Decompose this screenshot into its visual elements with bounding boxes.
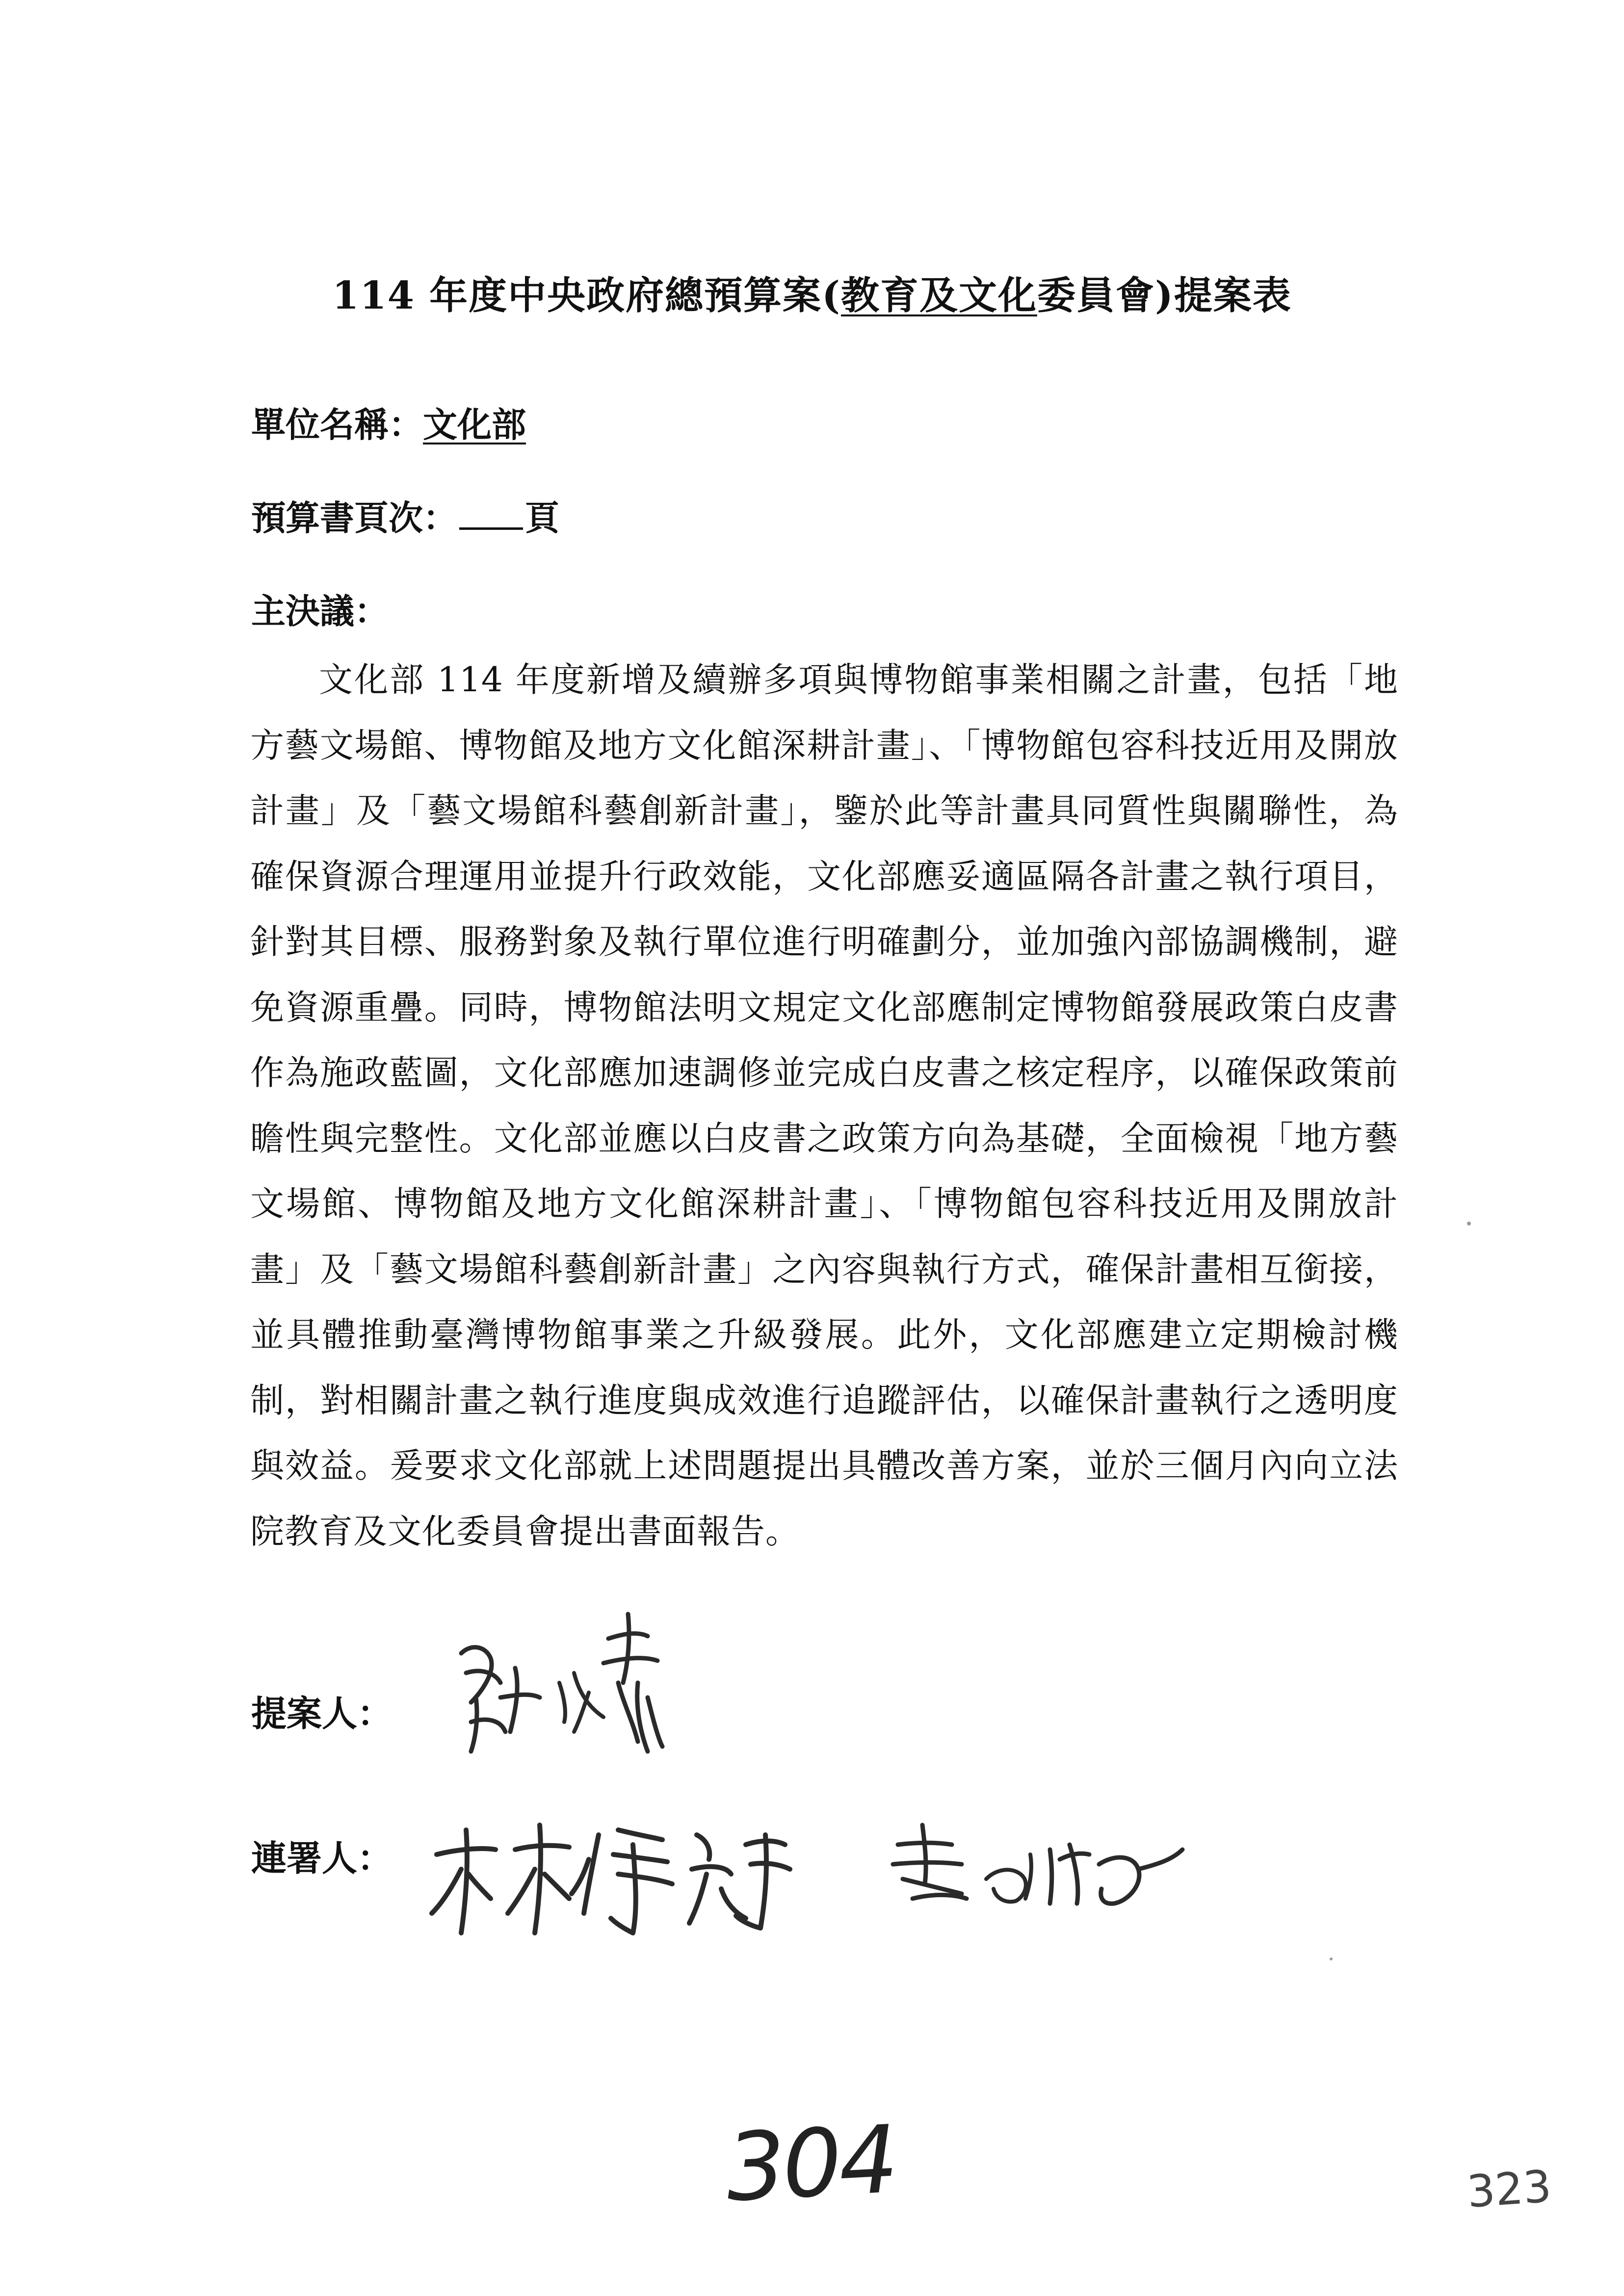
document-title <box>0 265 1624 320</box>
cosigner-label: 連署人： <box>251 1837 393 1879</box>
page-stamp-number: 304 <box>723 2105 898 2222</box>
budget-page-blank <box>459 527 523 530</box>
proposer-label: 提案人： <box>251 1693 393 1734</box>
unit-name-value: 文化部 <box>423 404 526 445</box>
unit-name-field <box>251 397 526 447</box>
unit-name-label: 單位名稱： <box>251 404 423 445</box>
budget-page-field <box>251 491 559 540</box>
title-committee: 教育及文化 <box>840 273 1037 318</box>
resolution-text: 文化部 114 年度新增及續辦多項與博物館事業相關之計畫，包括「地方藝文場館、博物館及地方文化館深耕計畫」、「博物館包容科技近用及開放計畫」及「藝文場館科藝創新計畫」，鑒於此等計畫具同質性與關聯性，為確保資源合理運用並提升行政效能，文化部應妥適區隔各計畫之執行項目，針對其目標、服務對象及執行單位進行明確劃分，並加強內部協調機制，避免資源重疊。同時，博物館法明文規定文化部應制定博物館發展政策白皮書作為施政藍圖，文化部應加速調修並完成白皮書之核定程序，以確保政策前瞻性與完整性。文化部並應以白皮書之政策方向為基礎，全面檢視「地方藝文場館、博物館及地方文化館深耕計畫」、「博物館包容科技近用及開放計畫」及「藝文場館科藝創新計畫」之內容與執行方式，確保計畫相互銜接，並具體推動臺灣博物館事業之升級發展。此外，文化部應建立定期檢討機制，對相關計畫之執行進度與成效進行追蹤評估，以確保計畫執行之透明度與效益。爰要求文化部就上述問題提出具體改善方案，並於三個月內向立法院教育及文化委員會提出書面報告。 <box>250 660 1398 1551</box>
scan-speck <box>1330 1957 1333 1960</box>
cosigner-signature-1 <box>422 1815 824 1943</box>
title-prefix: 114 年度中央政府總預算案( <box>332 273 841 318</box>
title-suffix: 委員會)提案表 <box>1037 273 1292 318</box>
scan-speck <box>1467 1222 1471 1226</box>
budget-page-label: 預算書頁次： <box>251 497 457 538</box>
corner-page-number: 323 <box>1465 2161 1553 2218</box>
resolution-heading: 主決議： <box>251 591 389 631</box>
proposer-signature <box>442 1599 716 1776</box>
cosigner-signature-2 <box>883 1815 1197 1913</box>
budget-page-unit: 頁 <box>525 497 559 538</box>
